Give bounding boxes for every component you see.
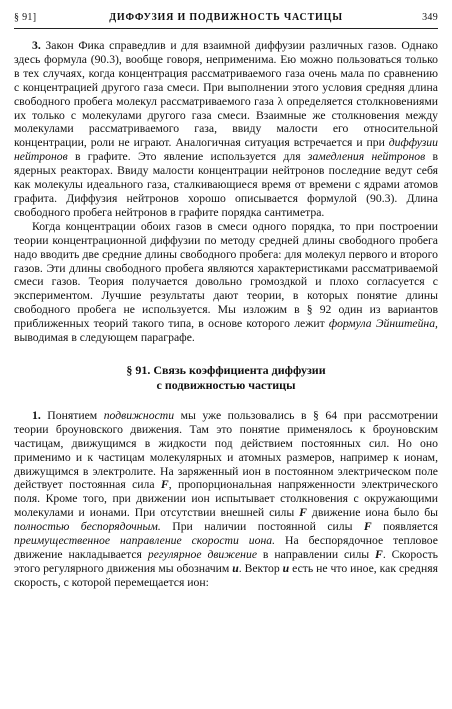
- paragraph-mobility: [14, 409, 438, 590]
- text-run: выводимая в следующем параграфе.: [14, 331, 195, 345]
- section-heading: [14, 363, 438, 393]
- emphasis-mobility: подвижности: [103, 408, 175, 422]
- text-run: , пропорциональная напряженности электрического поля. Кроме того, при движении ион испытывает столкновения с окружающими молекулами и ионами. При отсутствии внешней силы: [14, 478, 438, 520]
- text-run: появляется: [371, 520, 438, 534]
- emphasis-random-motion: полностью беспорядочным.: [14, 520, 161, 534]
- text-run: . Скорость этого регулярного движения мы обозначим: [14, 548, 439, 575]
- text-run: в ядерных реакторах. Ввиду малости концентрации нейтронов последние ведут себя как молекулы идеального газа, сталкивающиеся время от времени с ядрами атомов графита. Диффузия нейтронов хорошо описывается формулой (90.3). Длина свободного пробега нейтронов в графите порядка сантиметра.: [14, 150, 439, 219]
- text-run: Закон Фика справедлив и для взаимной диффузии различных газов. Однако здесь формула (90.3), вообще говоря, неприменима. Ею можно пользоваться только в тех случаях, когда концентрация рассматриваемого газа очень мала по сравнению с концентрацией другого газа смеси. При выполнении этого условия средняя длина свободного пробега молекул рассматриваемого газа λ определяется столкновениями их только с молекулами другого газа смеси. Взаимные же столкновения между молекулами рассматриваемого газа, ввиду малости его относительной концентрации, роли не играют. Аналогичная ситуация встречается и при: [14, 39, 438, 150]
- text-run: в графите. Это явление используется для: [67, 150, 308, 164]
- item-number: 1.: [32, 408, 41, 422]
- text-run: есть не что иное, как средняя скорость, с которой перемещается ион:: [14, 561, 438, 589]
- symbol-force: F: [375, 548, 383, 561]
- header-chapter-title: ДИФФУЗИЯ И ПОДВИЖНОСТЬ ЧАСТИЦЫ: [109, 12, 343, 23]
- symbol-force: F: [363, 520, 372, 534]
- text-run: мы уже пользовались в § 64 при рассмотрении теории броуновского движения. Там это понятие применялось к броуновским частицам, движущимся в жидкости под действием постоянных сил. Но оно применимо и к частицам молекулярных и атомных размеров, например к ионам, движущимся в электролите. На заряженный ион в постоянном электрическом поле действует постоянная сила: [14, 408, 438, 492]
- running-header: [14, 10, 438, 28]
- symbol-velocity: u: [282, 561, 290, 575]
- symbol-force: F: [160, 478, 169, 492]
- text-run: При наличии постоянной силы: [160, 520, 364, 534]
- text-run: . Вектор: [238, 561, 283, 575]
- section-heading-line-2: с подвижностью частицы: [156, 377, 296, 392]
- text-run: На беспорядочное тепловое движение накладывается: [14, 534, 438, 561]
- paragraph-fick-law: [14, 39, 438, 220]
- emphasis-preferred-direction: преимущественное направление скорости иона.: [14, 534, 276, 548]
- emphasis-regular-motion: регулярное движение: [147, 548, 258, 561]
- text-run: Понятием: [40, 408, 104, 422]
- header-rule: [14, 28, 438, 29]
- text-run: движение иона было бы: [306, 506, 439, 520]
- emphasis-neutron-diffusion: диффузии нейтронов: [14, 136, 438, 164]
- emphasis-neutron-moderation: замедления нейтронов: [307, 150, 426, 164]
- text-run: Когда концентрации обоих газов в смеси одного порядка, то при построении теории концентрационной диффузии по методу средней длины свободного пробега надо вводить две средние длины свободного пробега: для молекул первого и второго газов. Эти длины свободного пробега являются характеристиками рассматриваемой смеси газов. Теория получается довольно громоздкой и плохо согласуется с экспериментом. Лучшие результаты дают теории, в которых понятие длины свободного пробега не используется. Мы изложим в § 92 один из вариантов приближенных теорий такого типа, в основе которого лежит: [14, 219, 438, 331]
- page-number: 349: [422, 12, 438, 23]
- section-heading-line-1: § 91. Связь коэффициента диффузии: [126, 362, 326, 377]
- symbol-force: F: [299, 506, 307, 520]
- paragraph-concentrations: [14, 220, 438, 345]
- emphasis-einstein-formula: формула Эйнштейна,: [328, 317, 438, 331]
- text-run: в направлении силы: [257, 548, 376, 561]
- symbol-velocity: u: [232, 561, 239, 575]
- item-number: 3.: [32, 39, 41, 52]
- header-section-ref: § 91]: [14, 12, 37, 23]
